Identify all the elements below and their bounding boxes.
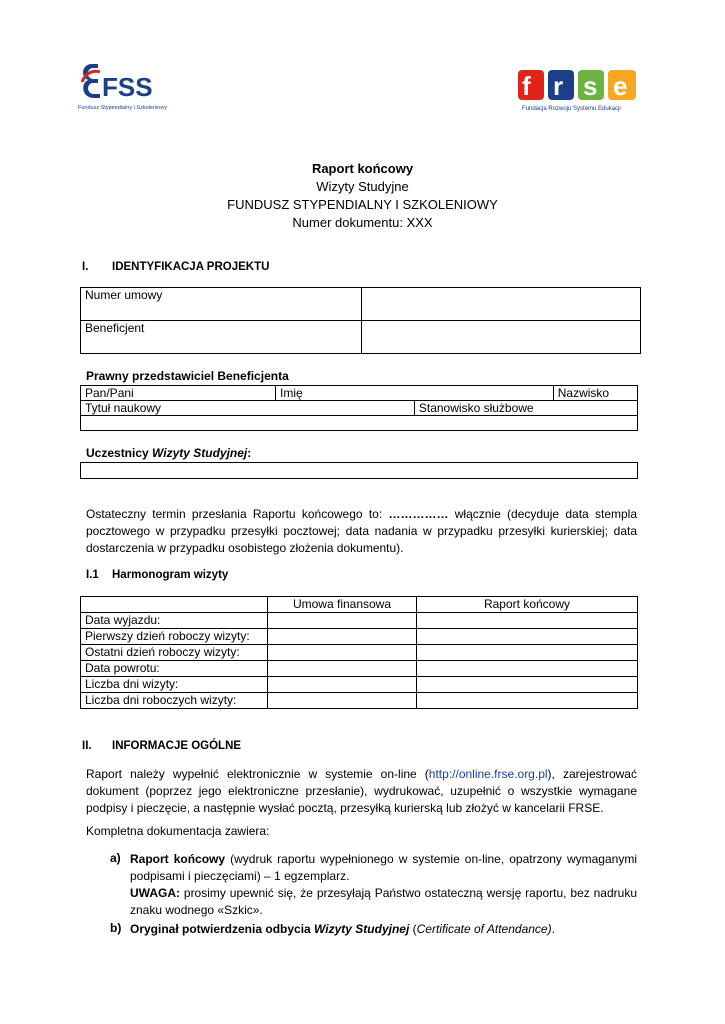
document-number: Numer dokumentu: XXX [292, 215, 433, 230]
schedule-cell[interactable] [417, 677, 638, 693]
fss-logo-subtitle: Fundusz Stypendialny i Szkoleniowy [78, 105, 167, 111]
list-marker-b: b) [110, 921, 122, 935]
stanowisko-label: Stanowisko służbowe [414, 401, 637, 416]
schedule-cell[interactable] [417, 661, 638, 677]
document-fund-name: FUNDUSZ STYPENDIALNY I SZKOLENIOWY [227, 197, 498, 212]
schedule-row-label: Data wyjazdu: [81, 613, 268, 629]
schedule-row-label: Data powrotu: [81, 661, 268, 677]
frse-logo [512, 66, 644, 116]
participants-italic: Wizyty Studyjnej [152, 446, 248, 460]
deadline-dots: …………… [388, 507, 449, 521]
svg-text:s: s [583, 71, 598, 101]
frse-logo-subtitle: Fundacja Rozwoju Systemu Edukacji [522, 106, 621, 112]
list-item-a-bold: Raport końcowy [130, 852, 226, 866]
warning-label: UWAGA: [130, 886, 180, 900]
document-title: Raport końcowy [311, 161, 414, 176]
representative-data-field[interactable] [81, 416, 638, 431]
svg-text:f: f [522, 71, 531, 101]
schedule-cell[interactable] [417, 693, 638, 709]
deadline-paragraph [86, 506, 637, 557]
beneficiary-field[interactable] [362, 321, 641, 354]
schedule-row-label: Liczba dni wizyty: [81, 677, 268, 693]
p1-text-post: ), zarejestrować dokument (poprzez jego elektroniczne przesłanie), wydrukować, uzupełnić o wszystkie wymagane podpisy i pieczęcie, a następnie wysłać pocztą, przesyłką kurierską lub złożyć w kancelarii FRSE. [86, 767, 637, 815]
contract-number-field[interactable] [362, 288, 641, 321]
schedule-table [80, 596, 638, 709]
contract-number-label: Numer umowy [81, 288, 362, 321]
schedule-cell[interactable] [268, 629, 417, 645]
imie-label: Imię [276, 386, 554, 401]
participants-title [86, 446, 251, 460]
schedule-cell[interactable] [268, 677, 417, 693]
section-1-title: IDENTYFIKACJA PROJEKTU [112, 261, 270, 273]
participants-table [80, 462, 638, 479]
schedule-cell[interactable] [268, 693, 417, 709]
schedule-cell[interactable] [268, 661, 417, 677]
section-1-number: I. [82, 261, 89, 273]
list-item-b-italic: Certificate of Attendance) [416, 922, 552, 936]
list-item-b-end: . [551, 922, 555, 936]
deadline-text-post: włącznie (decyduje data stempla pocztowego w przypadku przesyłki pocztowej; data nadania w przypadku przesyłki kurierskiej; data dostarczenia w przypadku osobistego złożenia dokumentu). [86, 507, 637, 555]
frse-logo-mark [512, 66, 644, 106]
schedule-row-label: Ostatni dzień roboczy wizyty: [81, 645, 268, 661]
list-item-a-text: (wydruk raportu wypełnionego w systemie on-line, opatrzony wymaganymi podpisami i pieczęciami) – 1 egzemplarz. [130, 852, 637, 883]
schedule-header-report: Raport końcowy [417, 597, 638, 613]
fss-logo [78, 58, 170, 120]
participants-field[interactable] [81, 463, 638, 479]
svg-text:r: r [553, 71, 564, 101]
online-system-link[interactable]: http://online.frse.org.pl [428, 767, 548, 781]
schedule-title: Harmonogram wizyty [112, 569, 229, 581]
list-item-b-bold-italic: Wizyty Studyjnej [314, 922, 410, 936]
schedule-cell[interactable] [268, 645, 417, 661]
beneficiary-label: Beneficjent [81, 321, 362, 354]
legal-representative-title: Prawny przedstawiciel Beneficjenta [86, 369, 289, 383]
section-2-title: INFORMACJE OGÓLNE [112, 740, 242, 752]
list-item-b [130, 921, 637, 938]
participants-prefix: Uczestnicy [86, 446, 153, 460]
participants-suffix: : [247, 446, 252, 460]
schedule-row-label: Liczba dni roboczych wizyty: [81, 693, 268, 709]
p1-text-pre: Raport należy wypełnić elektronicznie w systemie on-line ( [86, 767, 429, 781]
svg-text:e: e [613, 71, 628, 101]
schedule-header-contract: Umowa finansowa [268, 597, 417, 613]
list-item-a [130, 851, 637, 919]
fss-logo-text: FSS [102, 72, 153, 102]
legal-representative-table [80, 385, 638, 431]
pan-pani-label: Pan/Pani [81, 386, 276, 401]
warning-text: prosimy upewnić się, że przesyłają Państwo ostateczną wersję raportu, bez nadruku znaku wodnego «Szkic». [130, 886, 637, 917]
tytul-naukowy-label: Tytuł naukowy [81, 401, 415, 416]
document-title-block [0, 160, 725, 232]
schedule-cell[interactable] [417, 629, 638, 645]
schedule-cell[interactable] [417, 613, 638, 629]
schedule-cell[interactable] [268, 613, 417, 629]
nazwisko-label: Nazwisko [553, 386, 637, 401]
list-item-b-paren: ( [409, 922, 417, 936]
document-subtitle: Wizyty Studyjne [316, 179, 409, 194]
identification-table [80, 287, 641, 354]
section-2-paragraph-2: Kompletna dokumentacja zawiera: [86, 824, 270, 838]
list-marker-a: a) [110, 851, 121, 865]
section-2-number: II. [82, 740, 92, 752]
deadline-text-pre: Ostateczny termin przesłania Raportu końcowego to: [86, 507, 389, 521]
schedule-number: I.1 [86, 569, 99, 581]
schedule-row-label: Pierwszy dzień roboczy wizyty: [81, 629, 268, 645]
section-2-paragraph-1 [86, 766, 637, 817]
list-item-b-bold: Oryginał potwierdzenia odbycia [130, 922, 315, 936]
schedule-header-empty [81, 597, 268, 613]
schedule-cell[interactable] [417, 645, 638, 661]
